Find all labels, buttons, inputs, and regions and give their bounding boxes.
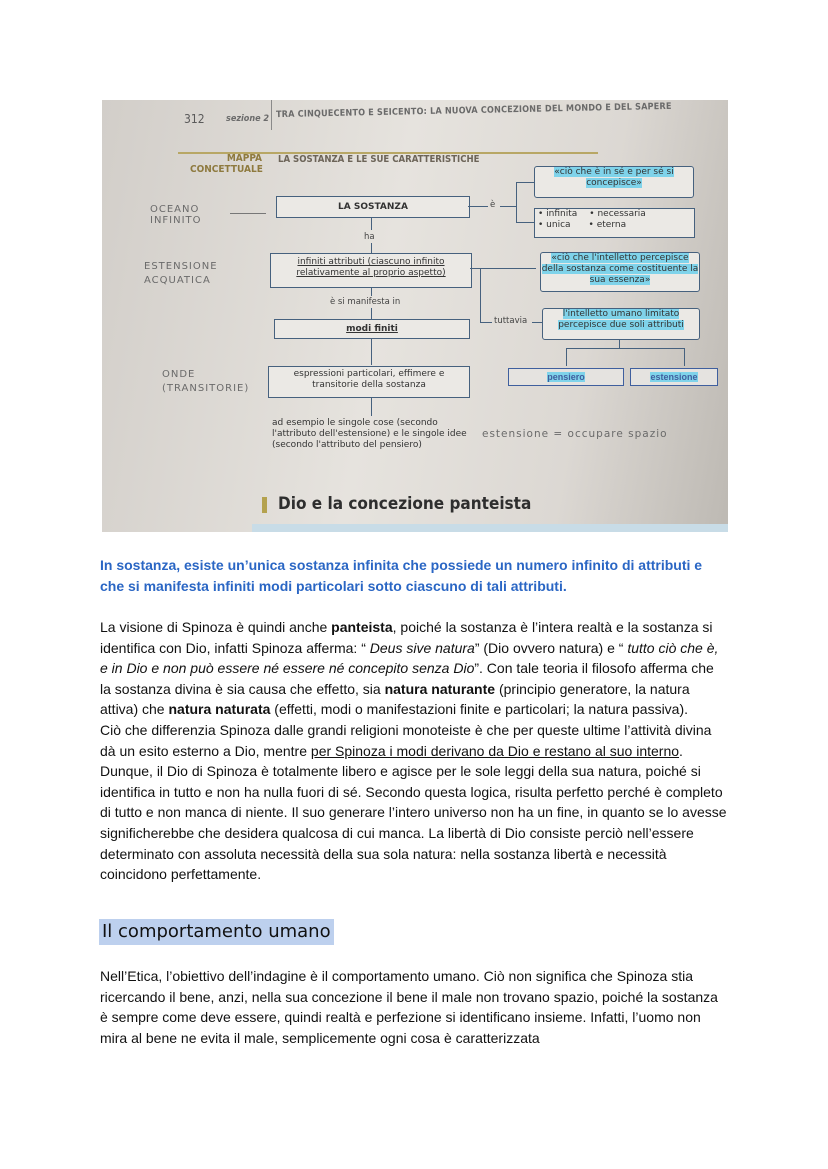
handwriting-estensione-note: estensione = occupare spazio: [482, 428, 668, 440]
label-tuttavia: tuttavia: [494, 316, 528, 326]
header-divider: [271, 100, 272, 130]
connector: [470, 268, 530, 269]
handwriting-onde: ONDE (TRANSITORIE): [162, 369, 250, 394]
heading-bullet: [262, 497, 267, 513]
connector: [371, 287, 372, 296]
textbook-photo: [102, 100, 728, 532]
photo-heading: Dio e la concezione panteista: [278, 494, 532, 514]
connector: [516, 182, 517, 222]
connector: [371, 308, 372, 319]
node-sostanza: LA SOSTANZA: [276, 196, 470, 218]
label-manifesta: è si manifesta in: [330, 297, 401, 307]
prop-eterna: • eterna: [588, 220, 627, 230]
handwriting-oceano: OCEANO INFINITO: [150, 204, 202, 226]
connector: [566, 348, 567, 366]
node-attributi: infiniti attributi (ciascuno infinito relativamente al proprio aspetto): [270, 253, 472, 288]
node-limitato: l'intelletto umano limitato percepisce due soli attributi: [542, 308, 700, 340]
chapter-title: TRA CINQUECENTO E SEICENTO: LA NUOVA CONCEZIONE DEL MONDO E DEL SAPERE: [275, 101, 672, 121]
connector: [480, 322, 492, 323]
node-estensione: estensione: [630, 368, 718, 386]
connector: [371, 243, 372, 253]
node-pensiero: pensiero: [508, 368, 624, 386]
label-ha: ha: [364, 232, 375, 242]
photo-header: [102, 100, 728, 130]
section-title: Il comportamento umano: [99, 919, 334, 945]
photo-bottom-strip: [252, 524, 728, 532]
connector: [566, 348, 684, 349]
hand-arrow: [230, 213, 266, 214]
node-cio-che: «ciò che è in sé e per sé si concepisce»: [534, 166, 694, 198]
connector: [371, 218, 372, 230]
connector: [468, 206, 488, 207]
page-number: 312: [184, 112, 205, 126]
node-proprieta: [534, 208, 695, 238]
map-title: LA SOSTANZA E LE SUE CARATTERISTICHE: [278, 154, 480, 165]
prop-necessaria: • necessaria: [589, 209, 646, 219]
label-e: è: [490, 200, 496, 210]
prop-unica: • unica: [538, 220, 571, 230]
node-intelletto: «ciò che l'intelletto percepisce della sostanza come costituente la sua essenza»: [540, 252, 700, 292]
handwriting-estensione: ESTENSIONE ACQUATICA: [144, 261, 218, 286]
section-label: sezione 2: [226, 114, 270, 124]
connector: [532, 322, 542, 323]
connector: [684, 348, 685, 366]
node-esempio: ad esempio le singole cose (secondo l'attributo dell'estensione) e le singole idee (secondo l'attributo del pensiero): [272, 418, 467, 450]
node-modi: modi finiti: [274, 319, 470, 339]
connector: [619, 340, 620, 348]
connector: [371, 339, 372, 365]
node-espressioni: espressioni particolari, effimere e transitorie della sostanza: [268, 366, 470, 398]
connector: [371, 398, 372, 416]
connector: [516, 182, 534, 183]
prop-infinita: • infinita: [538, 209, 578, 219]
connector: [480, 268, 481, 322]
intro-summary: In sostanza, esiste un’unica sostanza infinita che possiede un numero infinito di attributi e che si manifesta infiniti modi particolari sotto ciascuno di tali attributi.: [100, 557, 703, 594]
connector: [516, 222, 534, 223]
map-label: MAPPA CONCETTUALE: [190, 153, 263, 175]
arrow-right: [530, 268, 536, 269]
paragraph-comportamento: Nell’Etica, l’obiettivo dell’indagine è il comportamento umano. Ciò non significa che Spinoza stia ricercando il bene, anzi, nella sua concezione il bene il male non trovano spazio, poiché la sostanza è sempre come deve essere, quindi realtà e perfezione si identificano insieme. Infatti, l’uomo non mira al bene ne evita il male, semplicemente ogni cosa è caratterizzata: [100, 968, 718, 1046]
connector: [500, 206, 516, 207]
paragraph-panteismo: La visione di Spinoza è quindi anche panteista, poiché la sostanza è l’intera realtà e la sostanza si identifica con Dio, infatti Spinoza afferma: “ Deus sive natura” (Dio ovvero natura) e “ tutto ciò che è, e in Dio e non può essere né essere né concepito senza Dio”. Con tale teoria il filosofo afferma che la sostanza divina è sia causa che effetto, sia natura naturante (principio generatore, la natura attiva) che natura naturata (effetti, modi o manifestazioni finite e particolari; la natura passiva). Ciò che differenzia Spinoza dalle grandi religioni monoteiste è che per queste ultime l’attività divina dà un esito esterno a Dio, mentre per Spinoza i modi derivano da Dio e restano al suo interno. Dunque, il Dio di Spinoza è totalmente libero e agisce per le sole leggi della sua natura, poiché si identifica in tutto e non ha nulla fuori di sé. Secondo questa logica, risulta perfetto perché è completo di tutto e non manca di niente. Il suo generare l’intero universo non ha un fine, in quanto se lo avesse significherebbe che desidera qualcosa di cui manca. La libertà di Dio consiste perciò nell’essere determinato con assoluta necessità della sua sola natura: nella sostanza libertà e necessità coincidono perfettamente.: [100, 619, 727, 883]
